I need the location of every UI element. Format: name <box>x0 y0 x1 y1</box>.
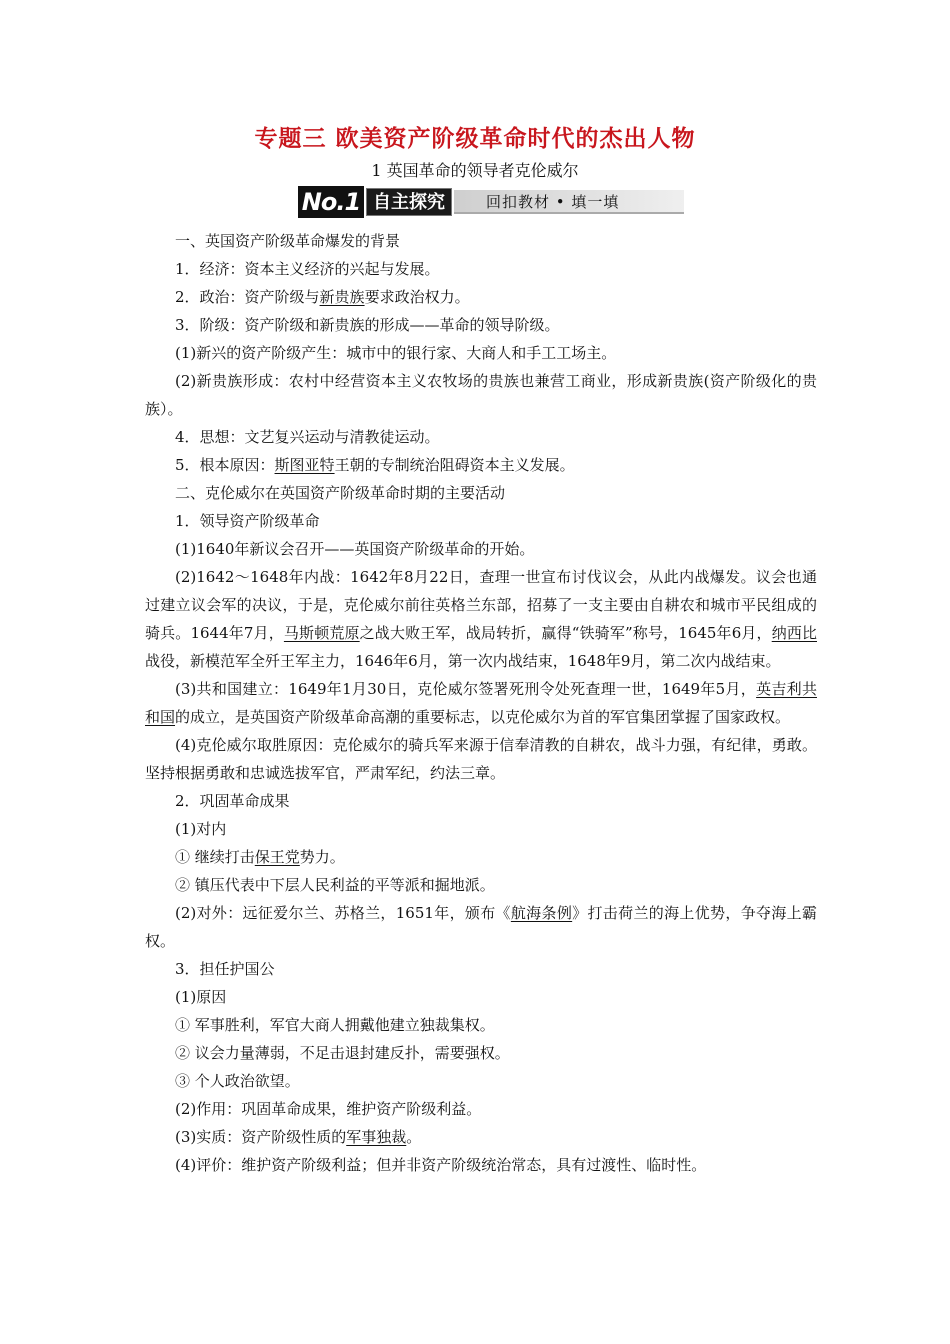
answer-blank: 航海条例 <box>510 904 573 922</box>
paragraph: 4．思想：文艺复兴运动与清教徒运动。 <box>175 428 440 446</box>
paragraph: (2)作用：巩固革命成果，维护资产阶级利益。 <box>175 1100 482 1118</box>
paragraph: (1)原因 <box>175 988 227 1006</box>
paragraph-text: 要求政治权力。 <box>364 288 470 306</box>
paragraph: ① 军事胜利，军官大商人拥戴他建立独裁集权。 <box>175 1016 495 1034</box>
paragraph: 1．经济：资本主义经济的兴起与发展。 <box>175 260 440 278</box>
paragraph-text: (3)共和国建立：1649年1月30日，克伦威尔签署死刑令处死查理一世，1649年5月， <box>175 680 757 698</box>
paragraph: ② 议会力量薄弱，不足击退封建反扑，需要强权。 <box>175 1044 510 1062</box>
paragraph-text: 的成立，是英国资产阶级革命高潮的重要标志，以克伦威尔为首的军官集团掌握了国家政权。 <box>175 708 791 726</box>
paragraph: ② 镇压代表中下层人民利益的平等派和掘地派。 <box>175 876 495 894</box>
paragraph-text: 2．政治：资产阶级与 <box>175 288 320 306</box>
paragraph: ③ 个人政治欲望。 <box>175 1072 300 1090</box>
banner-section-label: 自主探究 <box>366 188 452 216</box>
paragraph-text: 战役，新模范军全歼王军主力，1646年6月，第一次内战结束，1648年9月，第二次内战结束。 <box>145 652 781 670</box>
answer-blank: 马斯顿荒原 <box>283 624 360 642</box>
page-title: 专题三 欧美资产阶级革命时代的杰出人物 <box>254 126 696 152</box>
paragraph: (1)对内 <box>175 820 227 838</box>
paragraph: (1)新兴的资产阶级产生：城市中的银行家、大商人和手工工场主。 <box>175 344 617 362</box>
paragraph-text: 之战大败王军，战局转折，赢得“铁骑军”称号，1645年6月， <box>359 624 772 642</box>
lesson-subtitle: 1 英国革命的领导者克伦威尔 <box>371 161 579 180</box>
paragraph: (2)新贵族形成：农村中经营资本主义农牧场的贵族也兼营工商业，形成新贵族(资产阶级化的贵族）。 <box>145 372 817 418</box>
banner-number-badge: No.1 <box>298 186 364 218</box>
paragraph-text: 势力。 <box>299 848 345 866</box>
answer-blank: 保王党 <box>254 848 300 866</box>
paragraph: 3．担任护国公 <box>175 960 275 978</box>
paragraph-text: (2)对外：远征爱尔兰、苏格兰，1651年，颁布《 <box>175 904 511 922</box>
paragraph-text: 。 <box>406 1128 422 1146</box>
paragraph <box>145 1123 817 1151</box>
paragraph <box>145 843 817 871</box>
section-banner <box>298 186 684 218</box>
section-heading: 二、克伦威尔在英国资产阶级革命时期的主要活动 <box>175 484 506 502</box>
paragraph: (4)克伦威尔取胜原因：克伦威尔的骑兵军来源于信奉清教的自耕农，战斗力强，有纪律，勇敢。坚持根据勇敢和忠诚选拔军官，严肃军纪，约法三章。 <box>145 736 817 782</box>
paragraph: 2．巩固革命成果 <box>175 792 290 810</box>
paragraph-text: 5．根本原因： <box>175 456 275 474</box>
paragraph: (4)评价：维护资产阶级利益；但并非资产阶级统治常态，具有过渡性、临时性。 <box>175 1156 707 1174</box>
answer-blank: 斯图亚特 <box>274 456 335 474</box>
paragraph <box>145 899 817 955</box>
paragraph: 1．领导资产阶级革命 <box>175 512 320 530</box>
answer-blank: 新贵族 <box>319 288 365 306</box>
paragraph <box>145 451 817 479</box>
section-heading: 一、英国资产阶级革命爆发的背景 <box>175 232 401 250</box>
banner-tagline: 回扣教材 • 填一填 <box>486 193 620 211</box>
paragraph-text: 王朝的专制统治阻碍资本主义发展。 <box>334 456 575 474</box>
answer-blank: 纳西比 <box>771 624 817 642</box>
paragraph-text: ① 继续打击 <box>175 848 255 866</box>
paragraph-text: 》打击荷兰的海上优势，争夺海上霸权。 <box>145 904 817 950</box>
paragraph-text: (3)实质：资产阶级性质的 <box>175 1128 347 1146</box>
paragraph: (1)1640年新议会召开——英国资产阶级革命的开始。 <box>175 540 535 558</box>
paragraph: 3．阶级：资产阶级和新贵族的形成——革命的领导阶级。 <box>175 316 560 334</box>
paragraph <box>145 675 817 731</box>
answer-blank: 军事独裁 <box>346 1128 407 1146</box>
document-body <box>145 227 817 1179</box>
paragraph <box>145 283 817 311</box>
answer-blank: 英吉利共和国 <box>145 680 817 726</box>
paragraph <box>145 563 817 675</box>
paragraph-text: (2)1642～1648年内战：1642年8月22日，查理一世宣布讨伐议会，从此内战爆发。议会也通过建立议会军的决议，于是，克伦威尔前往英格兰东部，招募了一支主要由自耕农和城市平民组成的骑兵。1644年7月， <box>145 568 817 642</box>
